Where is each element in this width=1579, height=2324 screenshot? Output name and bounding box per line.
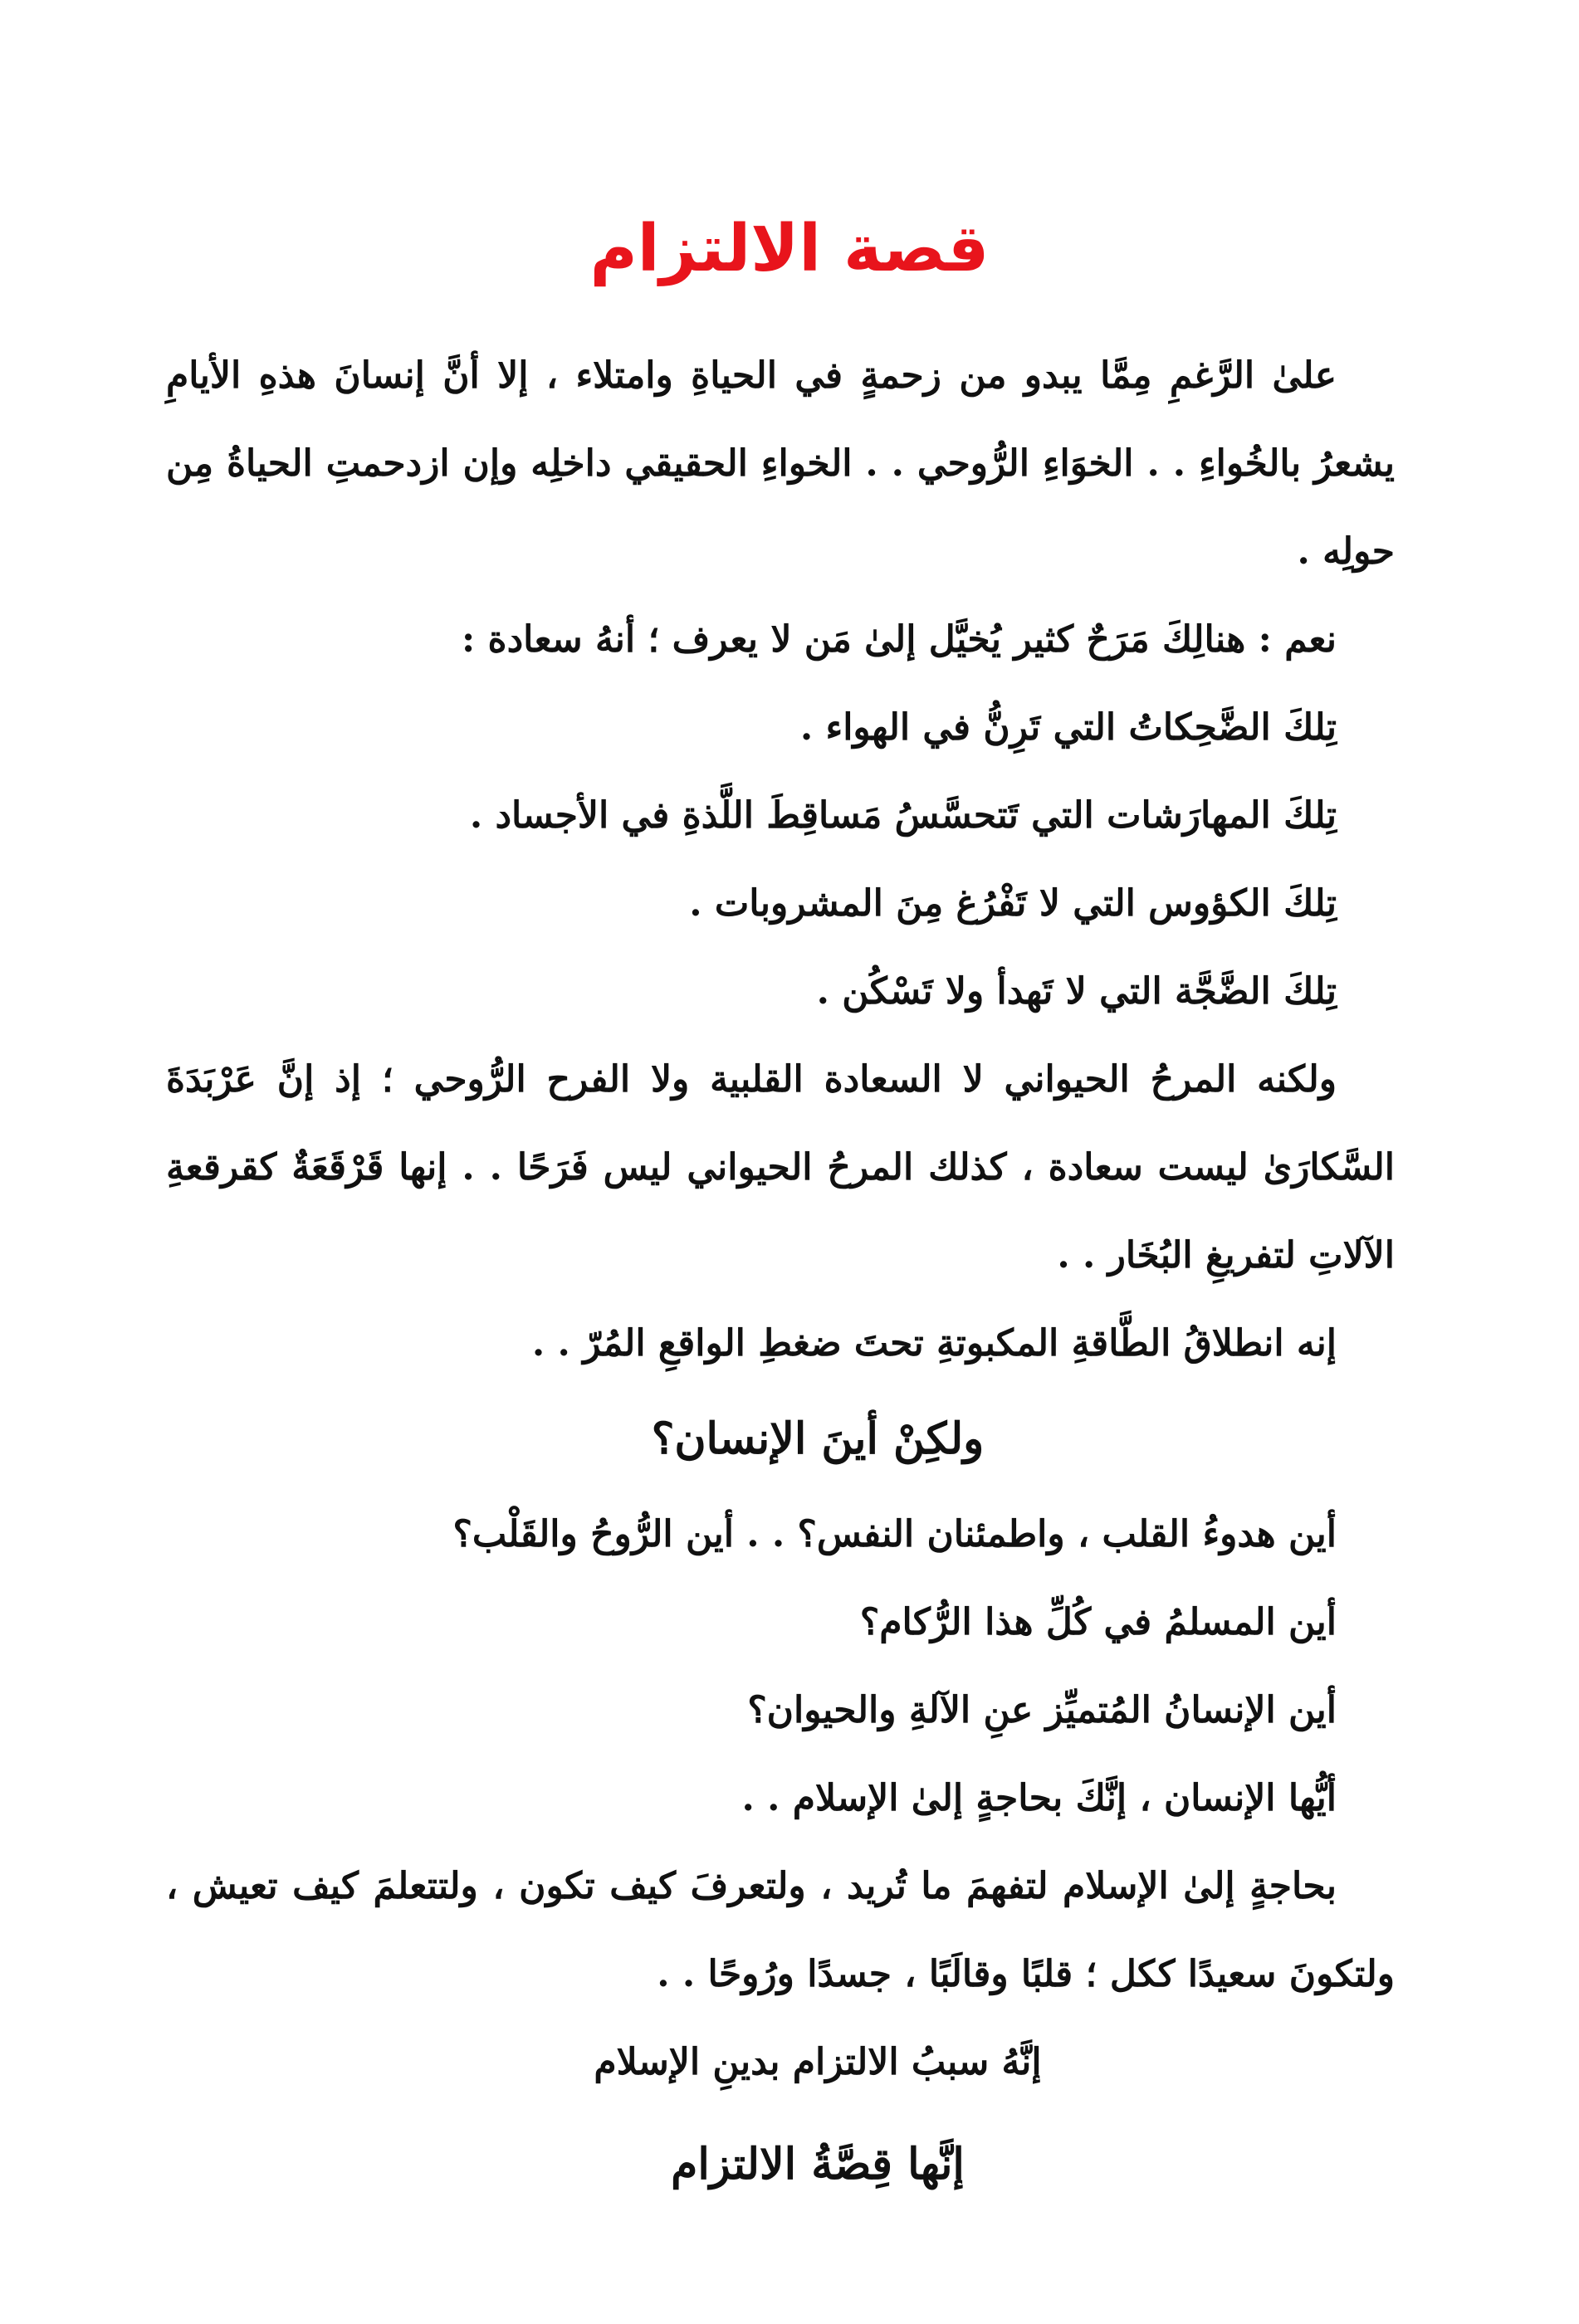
list-line-cups: تِلكَ الكؤوس التي لا تَفْرُغ مِنَ المشروبات . [689, 882, 1337, 925]
subheading-where-is-human: ولكِنْ أينَ الإنسان؟ [651, 1413, 985, 1464]
closing-line: إنَّها قِصَّةُ الالتزام [671, 2139, 965, 2190]
paragraph-animal-joy: ولكنه المرحُ الحيواني لا السعادة القلبية ولا الفرح الرُّوحي ؛ إذ إنَّ عَرْبَدَةَ السَّكارَىٰ ليست سعادة ، كذلك المرحُ الحيواني ليس فَرَحًا . . إنها قَرْقَعَةٌ كقرقعةِ الآلاتِ لتفريغِ البُخَار . . [166, 1058, 1395, 1277]
reason-line: إنَّهُ سببُ الالتزام بدينِ الإسلام [594, 2041, 1042, 2083]
question-distinguished-human: أين الإنسانُ المُتميِّز عنِ الآلةِ والحيوان؟ [747, 1689, 1337, 1731]
question-muslim: أين المسلمُ في كُلِّ هذا الرُّكام؟ [859, 1601, 1337, 1643]
list-line-flirtations: تِلكَ المهارَشات التي تَتحسَّسُ مَساقِطَ اللَّذةِ في الأجساد . [469, 794, 1337, 837]
paragraph-you-need-islam: أيُّها الإنسان ، إنَّكَ بحاجةٍ إلىٰ الإسلام . . [741, 1777, 1337, 1819]
paragraph-energy-release: إنه انطلاقُ الطَّاقةِ المكبوتةِ تحتَ ضغطِ الواقعِ المُرّ . . [531, 1322, 1337, 1365]
paragraph-intro: علىٰ الرَّغمِ مِمَّا يبدو من زحمةٍ في الحياةِ وامتلاء ، إلا أنَّ إنسانَ هذهِ الأيامِ يشعرُ بالخُواءِ . . الخوَاءِ الرُّوحي . . الخواءِ الحقيقي داخلِه وإن ازدحمتِ الحياةُ مِن حولِه . [166, 354, 1395, 573]
list-line-laughs: تِلكَ الضَّحِكاتُ التي تَرِنُّ في الهواء . [799, 706, 1337, 749]
list-line-noise: تِلكَ الضَّجَّة التي لا تَهدأ ولا تَسْكُن . [816, 970, 1337, 1013]
question-calm-heart: أين هدوءُ القلب ، واطمئنان النفس؟ . . أين الرُّوحُ والقَلْب؟ [452, 1513, 1337, 1555]
paragraph-need-islam-detail: بحاجةٍ إلىٰ الإسلام لتفهمَ ما تُريد ، ولتعرفَ كيف تكون ، ولتتعلمَ كيف تعيش ، ولتكونَ سعيدًا ككل ؛ قلبًا وقالَبًا ، جسدًا ورُوحًا . . [166, 1865, 1395, 1995]
page-title: قصة الالتزام [589, 212, 990, 286]
document-body [166, 332, 1395, 2223]
paragraph-yes-there-is: نعم : هنالِكَ مَرَحٌ كثير يُخيَّل إلىٰ مَن لا يعرف ؛ أنهُ سعادة : [461, 618, 1337, 661]
